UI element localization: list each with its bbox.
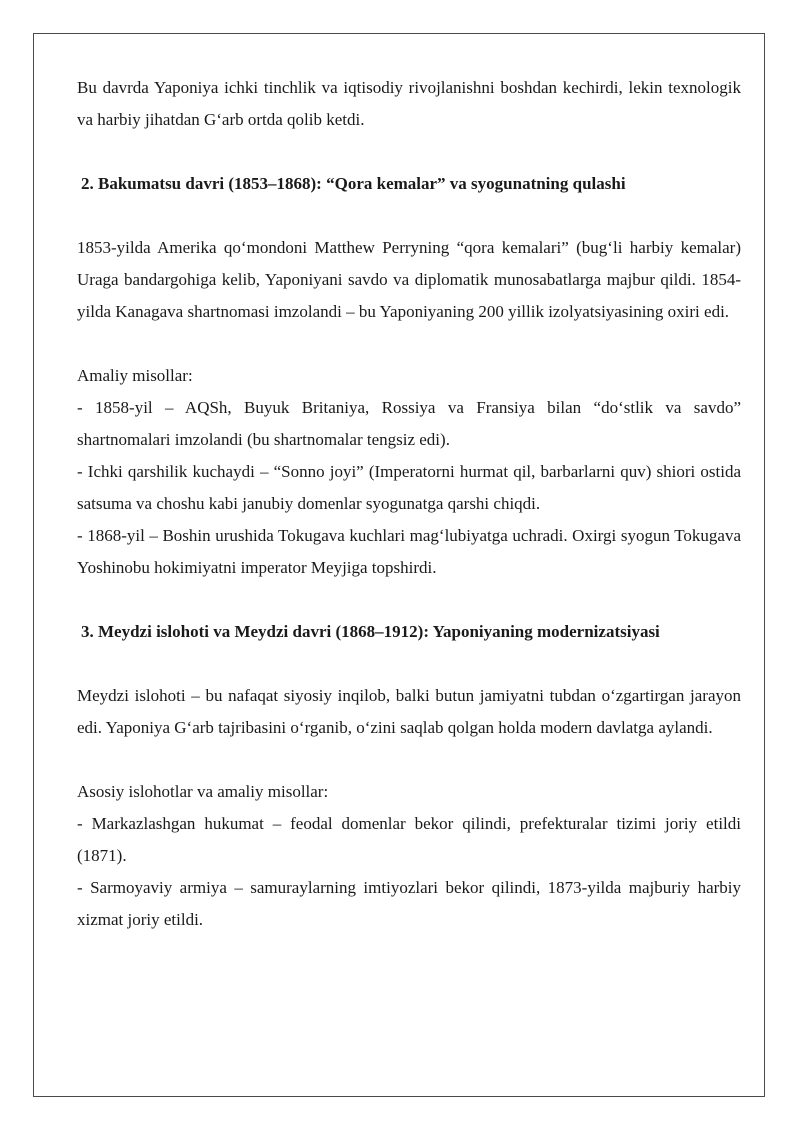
intro-paragraph: Bu davrda Yaponiya ichki tinchlik va iqtisodiy rivojlanishni boshdan kechirdi, lekin texnologik va harbiy jihatdan G‘arb ortda qolib ketdi. bbox=[77, 78, 741, 129]
section-2-example-item: - 1858-yil – AQSh, Buyuk Britaniya, Rossiya va Fransiya bilan “do‘stlik va savdo” shartnomalari imzolandi (bu shartnomalar tengsiz edi). bbox=[77, 398, 741, 449]
section-3-examples-title: Asosiy islohotlar va amaliy misollar: bbox=[77, 782, 329, 801]
spacer bbox=[77, 584, 741, 616]
section-3-example-item: - Sarmoyaviy armiya – samuraylarning imtiyozlari bekor qilindi, 1873-yilda majburiy harbiy xizmat joriy etildi. bbox=[77, 878, 741, 929]
section-3-heading: 3. Meydzi islohoti va Meydzi davri (1868–1912): Yaponiyaning modernizatsiyasi bbox=[81, 622, 660, 641]
spacer bbox=[77, 200, 741, 232]
section-2-example-item: - Ichki qarshilik kuchaydi – “Sonno joyi” (Imperatorni hurmat qil, barbarlarni quv) shiori ostida satsuma va choshu kabi janubiy domenlar syogunatga qarshi chiqdi. bbox=[77, 462, 741, 513]
section-2-examples-title: Amaliy misollar: bbox=[77, 366, 193, 385]
section-3-example-item: - Markazlashgan hukumat – feodal domenlar bekor qilindi, prefekturalar tizimi joriy etildi (1871). bbox=[77, 814, 741, 865]
section-2-heading: 2. Bakumatsu davri (1853–1868): “Qora kemalar” va syogunatning qulashi bbox=[81, 174, 626, 193]
section-2-example-item: - 1868-yil – Boshin urushida Tokugava kuchlari mag‘lubiyatga uchradi. Oxirgi syogun Tokugava Yoshinobu hokimiyatni imperator Meyjiga topshirdi. bbox=[77, 526, 741, 577]
section-2-paragraph: 1853-yilda Amerika qo‘mondoni Matthew Perryning “qora kemalari” (bug‘li harbiy kemalar) Uraga bandargohiga kelib, Yaponiyani savdo va diplomatik munosabatlarga majbur qildi. 1854-yilda Kanagava shartnomasi imzolandi – bu Yaponiyaning 200 yillik izolyatsiyasining oxiri edi. bbox=[77, 238, 741, 321]
spacer bbox=[77, 328, 741, 360]
section-3-paragraph: Meydzi islohoti – bu nafaqat siyosiy inqilob, balki butun jamiyatni tubdan o‘zgartirgan jarayon edi. Yaponiya G‘arb tajribasini o‘rganib, o‘zini saqlab qolgan holda modern davlatga aylandi. bbox=[77, 686, 741, 737]
spacer bbox=[77, 744, 741, 776]
document-body bbox=[77, 72, 741, 936]
spacer bbox=[77, 136, 741, 168]
spacer bbox=[77, 648, 741, 680]
